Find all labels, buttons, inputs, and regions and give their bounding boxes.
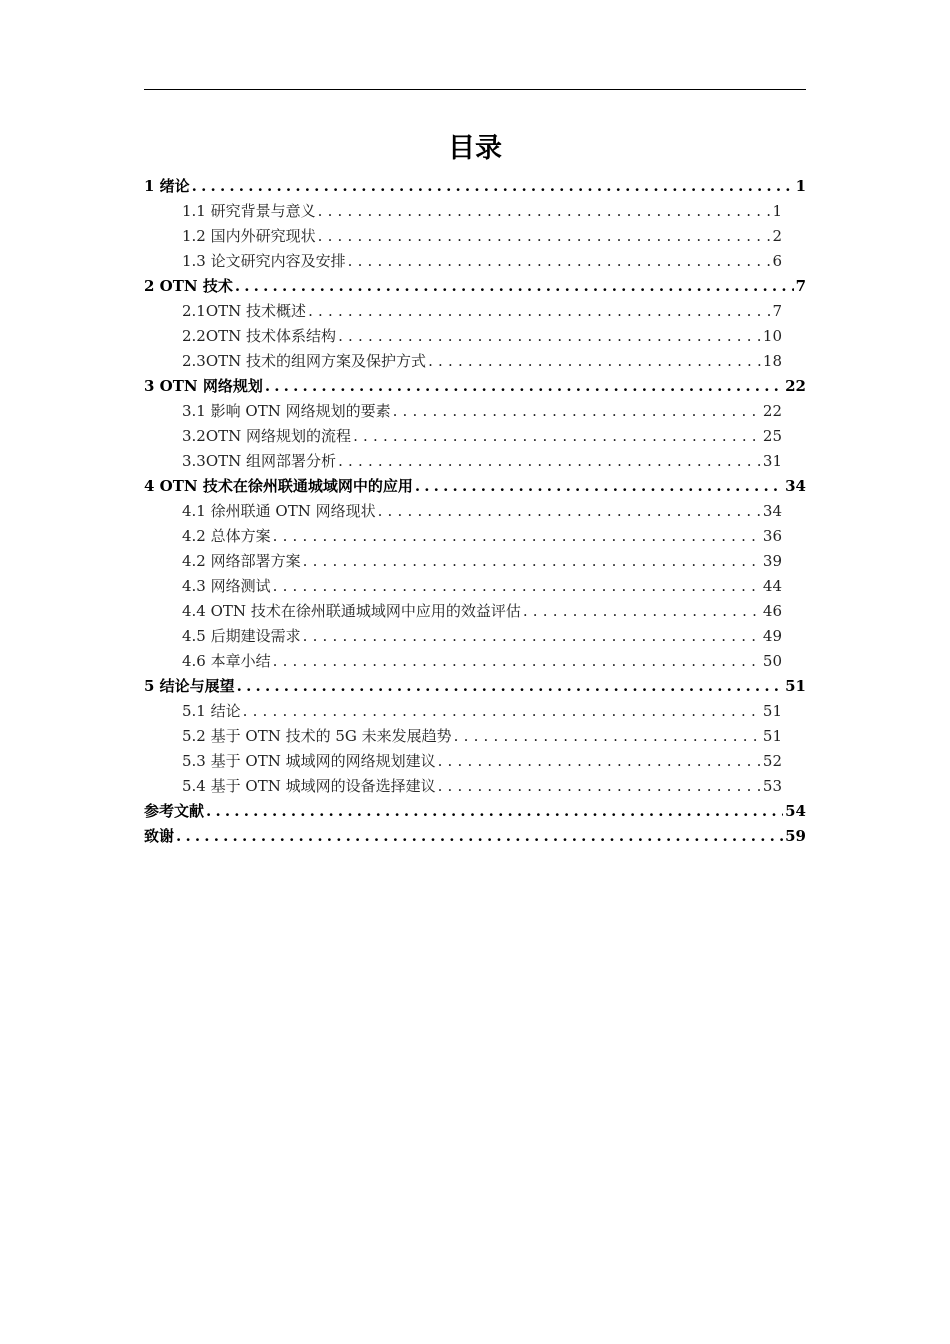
toc-dot-leader [438, 774, 761, 799]
toc-dot-leader [303, 549, 761, 574]
toc-chapter-entry[interactable] [144, 374, 806, 399]
toc-dot-leader [523, 599, 761, 624]
toc-page-number: 34 [762, 502, 782, 520]
toc-page-number: 22 [762, 402, 782, 420]
toc-dot-leader [428, 349, 761, 374]
toc-page-number: 10 [762, 327, 782, 345]
header-rule [144, 89, 806, 90]
toc-dot-leader [303, 624, 761, 649]
toc-entry-label: 5.4 基于 OTN 城域网的设备选择建议 [182, 777, 436, 795]
toc-entry-label: 1 绪论 [144, 177, 190, 195]
toc-page-number: 51 [762, 702, 782, 720]
toc-dot-leader [273, 649, 761, 674]
toc-section-entry[interactable] [144, 224, 806, 249]
toc-page-number: 51 [762, 727, 782, 745]
toc-section-entry[interactable] [144, 549, 806, 574]
toc-section-entry[interactable] [144, 599, 806, 624]
toc-dot-leader [415, 474, 783, 499]
toc-section-entry[interactable] [144, 624, 806, 649]
toc-dot-leader [206, 799, 783, 824]
toc-page-number: 46 [762, 602, 782, 620]
toc-chapter-entry[interactable] [144, 274, 806, 299]
toc-section-entry[interactable] [144, 774, 806, 799]
toc-page-number: 51 [785, 677, 806, 695]
toc-dot-leader [348, 249, 771, 274]
toc-dot-leader [265, 374, 783, 399]
toc-entry-label: 3.3OTN 组网部署分析 [182, 452, 337, 470]
toc-entry-label: 4.2 总体方案 [182, 527, 271, 545]
toc-entry-label: 3.2OTN 网络规划的流程 [182, 427, 352, 445]
toc-section-entry[interactable] [144, 499, 806, 524]
toc-section-entry[interactable] [144, 699, 806, 724]
toc-entry-label: 1.1 研究背景与意义 [182, 202, 316, 220]
toc-section-entry[interactable] [144, 199, 806, 224]
toc-page-number: 25 [762, 427, 782, 445]
toc-entry-label: 5.1 结论 [182, 702, 241, 720]
toc-entry-label: 4.2 网络部署方案 [182, 552, 301, 570]
toc-page-number: 2 [772, 227, 782, 245]
toc-page-number: 52 [762, 752, 782, 770]
toc-section-entry[interactable] [144, 349, 806, 374]
toc-page-number: 1 [772, 202, 782, 220]
toc-section-entry[interactable] [144, 724, 806, 749]
toc-entry-label: 4 OTN 技术在徐州联通城域网中的应用 [144, 477, 413, 495]
toc-entry-label: 2.1OTN 技术概述 [182, 302, 307, 320]
toc-page-number: 59 [785, 827, 806, 845]
toc-entry-label: 5 结论与展望 [144, 677, 235, 695]
toc-page-number: 36 [762, 527, 782, 545]
toc-chapter-entry[interactable] [144, 674, 806, 699]
toc-section-entry[interactable] [144, 574, 806, 599]
toc-section-entry[interactable] [144, 449, 806, 474]
toc-page-number: 49 [762, 627, 782, 645]
toc-entry-label: 4.6 本章小结 [182, 652, 271, 670]
toc-page-number: 34 [785, 477, 806, 495]
toc-section-entry[interactable] [144, 324, 806, 349]
toc-entry-label: 参考文献 [144, 802, 205, 820]
toc-dot-leader [237, 674, 783, 699]
toc-dot-leader [338, 449, 761, 474]
toc-dot-leader [454, 724, 761, 749]
toc-page-number: 6 [772, 252, 782, 270]
toc-page-number: 53 [762, 777, 782, 795]
toc-dot-leader [338, 324, 761, 349]
toc-page-number: 22 [785, 377, 806, 395]
toc-page-number: 18 [762, 352, 782, 370]
toc-entry-label: 2 OTN 技术 [144, 277, 233, 295]
toc-page-number: 1 [795, 177, 806, 195]
toc-page-number: 39 [762, 552, 782, 570]
toc-section-entry[interactable] [144, 424, 806, 449]
toc-entry-label: 4.1 徐州联通 OTN 网络现状 [182, 502, 376, 520]
toc-entry-label: 4.3 网络测试 [182, 577, 271, 595]
toc-dot-leader [243, 699, 761, 724]
toc-dot-leader [393, 399, 761, 424]
toc-entry-label: 4.5 后期建设需求 [182, 627, 301, 645]
toc-page-number: 50 [762, 652, 782, 670]
toc-page-number: 7 [772, 302, 782, 320]
toc-dot-leader [273, 524, 761, 549]
toc-chapter-entry[interactable] [144, 824, 806, 849]
toc-dot-leader [176, 824, 783, 849]
toc-section-entry[interactable] [144, 249, 806, 274]
toc-list [144, 174, 806, 849]
toc-title: 目录 [448, 133, 502, 164]
toc-chapter-entry[interactable] [144, 799, 806, 824]
toc-dot-leader [192, 174, 794, 199]
toc-entry-label: 5.3 基于 OTN 城域网的网络规划建议 [182, 752, 436, 770]
toc-dot-leader [438, 749, 761, 774]
toc-dot-leader [378, 499, 761, 524]
toc-page-number: 54 [785, 802, 806, 820]
toc-entry-label: 5.2 基于 OTN 技术的 5G 未来发展趋势 [182, 727, 452, 745]
toc-entry-label: 3 OTN 网络规划 [144, 377, 263, 395]
toc-page-number: 31 [762, 452, 782, 470]
toc-entry-label: 2.3OTN 技术的组网方案及保护方式 [182, 352, 427, 370]
toc-chapter-entry[interactable] [144, 474, 806, 499]
toc-dot-leader [235, 274, 794, 299]
toc-dot-leader [308, 299, 770, 324]
toc-entry-label: 致谢 [144, 827, 175, 845]
toc-entry-label: 2.2OTN 技术体系结构 [182, 327, 337, 345]
toc-section-entry[interactable] [144, 299, 806, 324]
toc-section-entry[interactable] [144, 399, 806, 424]
toc-entry-label: 4.4 OTN 技术在徐州联通城域网中应用的效益评估 [182, 602, 521, 620]
toc-section-entry[interactable] [144, 749, 806, 774]
toc-section-entry[interactable] [144, 649, 806, 674]
toc-page-number: 7 [795, 277, 806, 295]
toc-dot-leader [273, 574, 761, 599]
toc-entry-label: 1.2 国内外研究现状 [182, 227, 316, 245]
toc-dot-leader [318, 224, 771, 249]
toc-entry-label: 3.1 影响 OTN 网络规划的要素 [182, 402, 391, 420]
toc-dot-leader [318, 199, 771, 224]
toc-page-number: 44 [762, 577, 782, 595]
toc-entry-label: 1.3 论文研究内容及安排 [182, 252, 346, 270]
toc-chapter-entry[interactable] [144, 174, 806, 199]
toc-section-entry[interactable] [144, 524, 806, 549]
toc-dot-leader [353, 424, 761, 449]
